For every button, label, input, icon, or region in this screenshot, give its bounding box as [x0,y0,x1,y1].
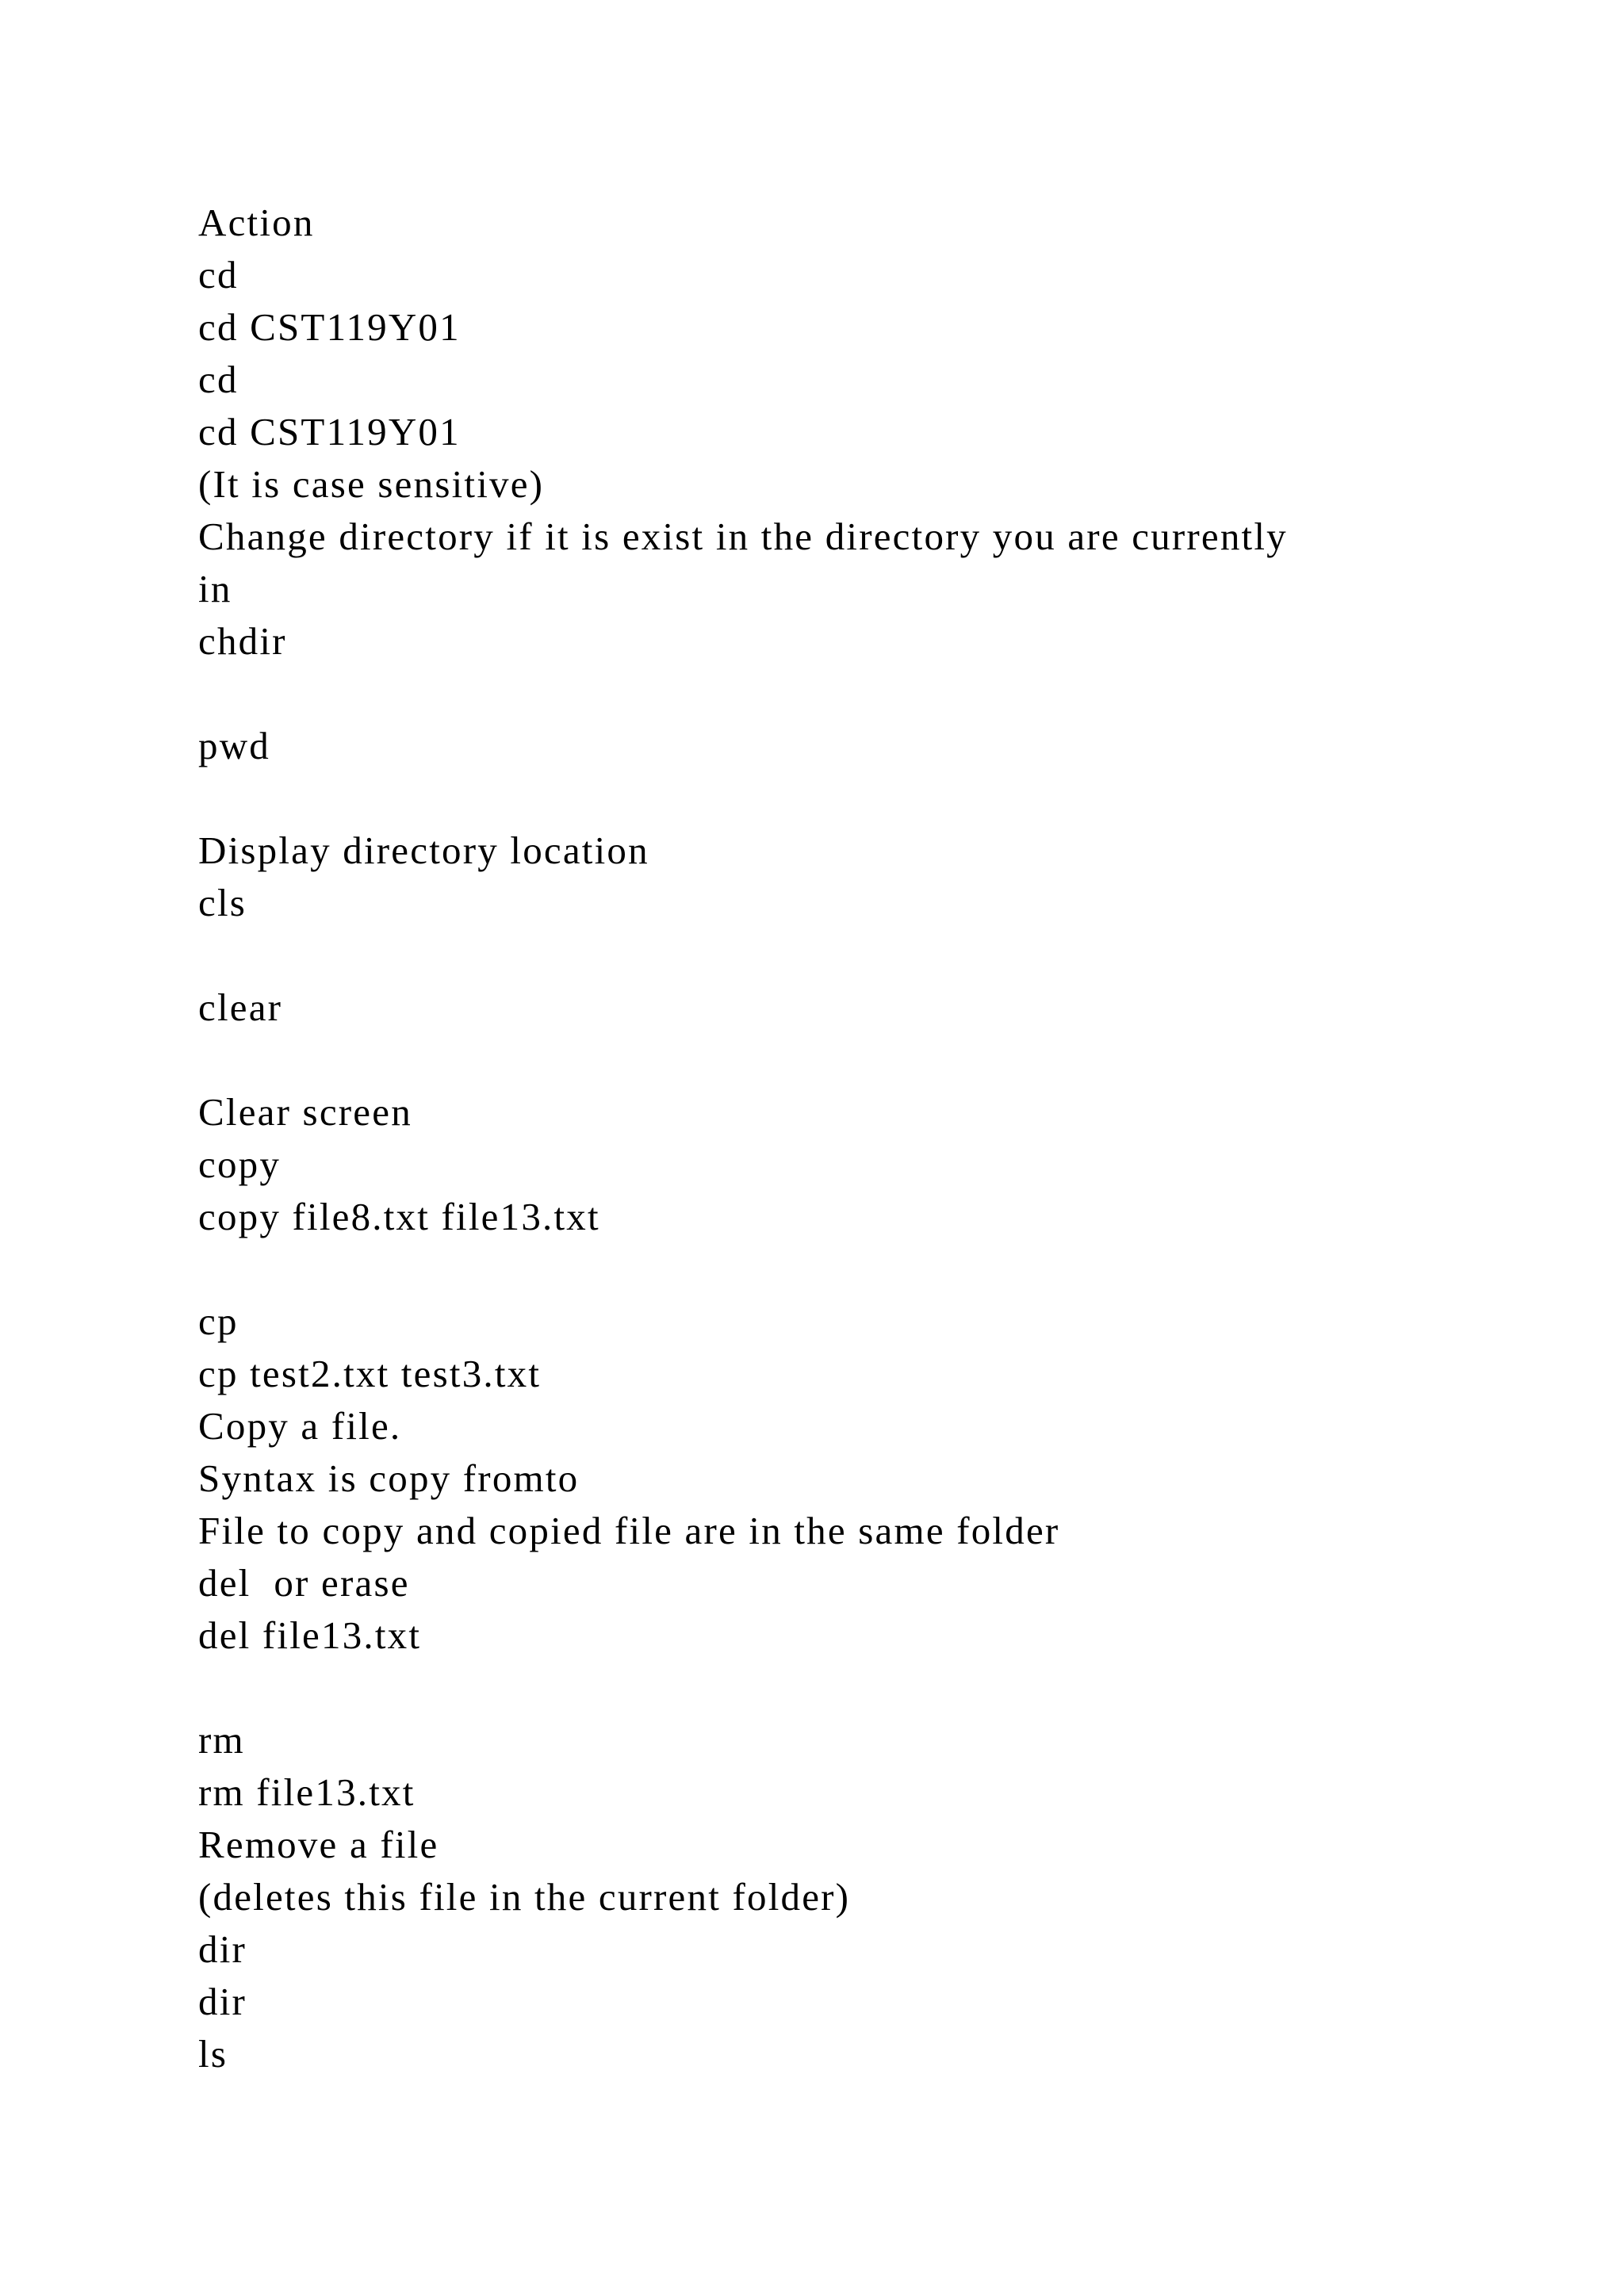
doc-line-cd-description-cont: in [198,567,232,610]
doc-line-clear-description: Clear screen [198,1090,412,1134]
doc-line-blank-1 [198,668,1546,720]
doc-line-cd-linux-example: cd CST119Y01 [198,410,461,453]
doc-line-blank-6 [198,1662,1546,1714]
doc-line-blank-4 [198,1034,1546,1086]
doc-line-blank-2 [198,772,1546,825]
doc-line-copy-syntax: Syntax is copy fromto [198,1456,580,1500]
doc-line-blank-3 [198,929,1546,982]
doc-line-rm-example: rm file13.txt [198,1770,416,1814]
doc-line-chdir: chdir [198,619,287,663]
doc-line-cp: cp [198,1299,239,1343]
doc-line-cls: cls [198,881,247,924]
doc-line-action-heading: Action [198,201,315,244]
doc-line-pwd: pwd [198,724,270,767]
doc-line-cd-example: cd CST119Y01 [198,305,461,349]
doc-line-cd: cd [198,253,239,297]
document-body [198,197,1546,2080]
doc-line-cd-linux: cd [198,358,239,401]
doc-line-ls: ls [198,2032,228,2076]
doc-line-clear: clear [198,985,283,1029]
doc-line-del-example: del file13.txt [198,1613,422,1657]
doc-line-copy-description: Copy a file. [198,1404,402,1448]
doc-line-blank-5 [198,1243,1546,1295]
doc-line-dir-example: dir [198,1980,247,2023]
doc-line-copy-note: File to copy and copied file are in the same folder [198,1509,1060,1552]
doc-line-cp-example: cp test2.txt test3.txt [198,1352,542,1395]
doc-line-dir: dir [198,1927,247,1971]
doc-line-case-note: (It is case sensitive) [198,462,545,506]
doc-line-rm: rm [198,1718,245,1762]
doc-line-rm-description: Remove a file [198,1823,439,1866]
doc-line-copy: copy [198,1142,282,1186]
doc-line-cd-description: Change directory if it is exist in the directory you are currently [198,515,1288,558]
doc-line-copy-example: copy file8.txt file13.txt [198,1195,600,1238]
doc-line-rm-note: (deletes this file in the current folder) [198,1875,851,1919]
doc-line-pwd-description: Display directory location [198,828,649,872]
doc-line-del: del or erase [198,1561,410,1605]
